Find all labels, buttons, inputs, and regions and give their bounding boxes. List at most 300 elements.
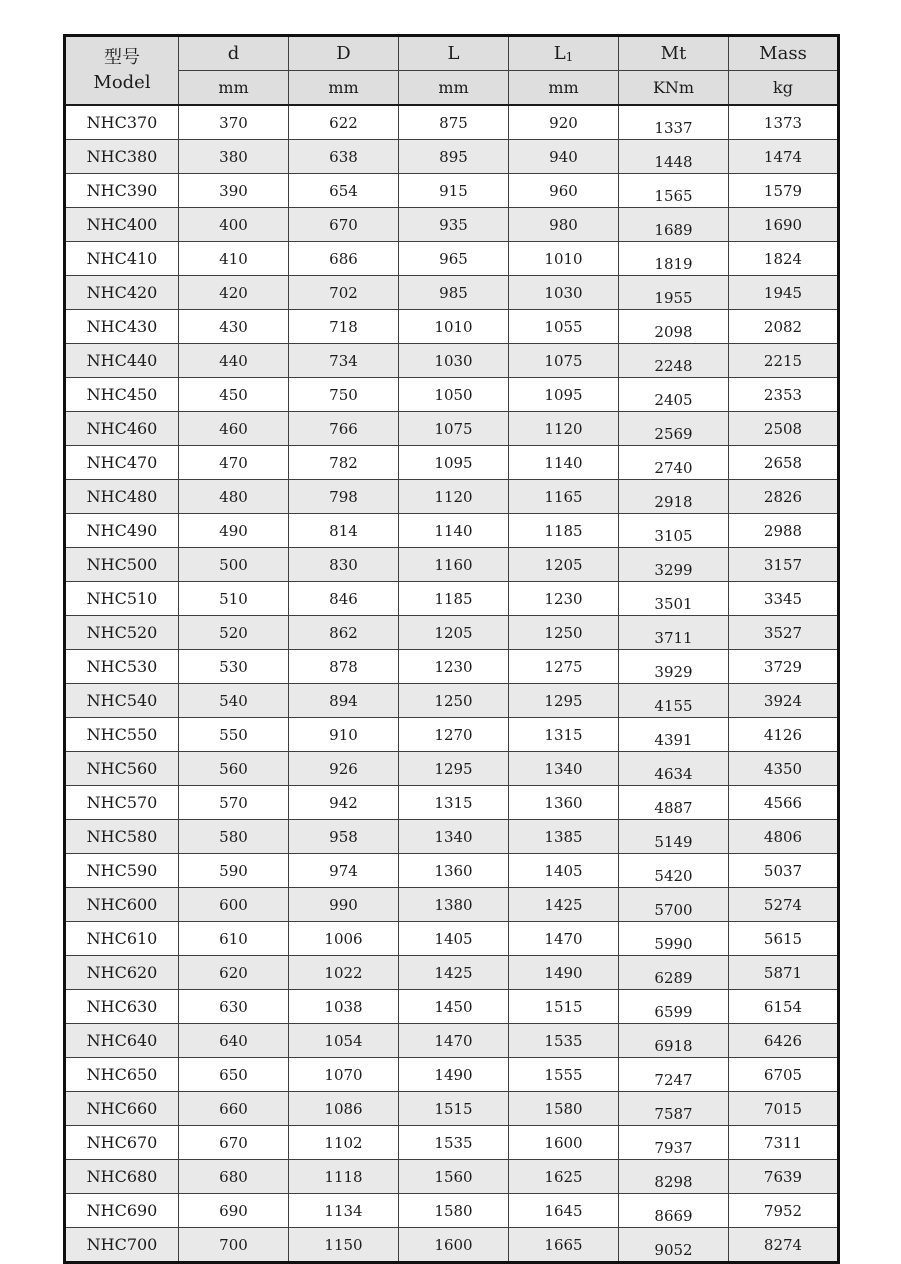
cell-Mt [619,1228,729,1263]
cell-d: 530 [179,650,289,684]
cell-L: 1490 [399,1058,509,1092]
cell-L1: 1625 [509,1160,619,1194]
model-header-en: Model [93,71,151,93]
cell-L: 1205 [399,616,509,650]
cell-D: 1054 [289,1024,399,1058]
cell-d: 550 [179,718,289,752]
cell-Mt [619,718,729,752]
unit-cell-d: mm [179,71,289,106]
cell-Mass: 1690 [729,208,839,242]
cell-Mass: 4566 [729,786,839,820]
cell-Mt [619,480,729,514]
header-unit-row [65,71,839,106]
cell-Mass: 5274 [729,888,839,922]
table-row [65,105,839,140]
cell-model: NHC460 [65,412,179,446]
cell-L1: 980 [509,208,619,242]
cell-Mt-value: 2569 [654,425,693,443]
cell-Mt [619,1058,729,1092]
cell-D: 670 [289,208,399,242]
cell-Mt-value: 4391 [654,731,693,749]
table-row [65,1092,839,1126]
cell-Mt-value: 8669 [654,1207,693,1225]
cell-Mass: 7015 [729,1092,839,1126]
cell-L1: 1165 [509,480,619,514]
cell-Mass: 4126 [729,718,839,752]
cell-Mt [619,922,729,956]
header-cell-L [399,36,509,71]
unit-cell-L1: mm [509,71,619,106]
cell-model: NHC380 [65,140,179,174]
cell-Mt [619,1160,729,1194]
cell-Mass: 4350 [729,752,839,786]
header-label-subscript: 1 [565,50,574,64]
cell-Mass: 7639 [729,1160,839,1194]
cell-L1: 1140 [509,446,619,480]
cell-Mass: 2826 [729,480,839,514]
cell-Mt-value: 5149 [654,833,693,851]
cell-Mt-value: 2740 [654,459,693,477]
table-row [65,956,839,990]
cell-L1: 1095 [509,378,619,412]
cell-model: NHC510 [65,582,179,616]
cell-D: 654 [289,174,399,208]
cell-Mt [619,242,729,276]
table-row [65,276,839,310]
cell-Mt [619,888,729,922]
cell-model: NHC520 [65,616,179,650]
cell-d: 440 [179,344,289,378]
cell-L1: 1230 [509,582,619,616]
cell-Mt-value: 1689 [654,221,693,239]
unit-cell-D: mm [289,71,399,106]
cell-Mt-value: 9052 [654,1241,693,1259]
table-row [65,752,839,786]
cell-Mt-value: 8298 [654,1173,693,1191]
cell-model: NHC680 [65,1160,179,1194]
cell-model: NHC390 [65,174,179,208]
cell-L1: 1075 [509,344,619,378]
table-row [65,344,839,378]
header-cell-Mt [619,36,729,71]
table-row [65,174,839,208]
cell-Mt-value: 7247 [654,1071,693,1089]
cell-L: 1160 [399,548,509,582]
cell-L1: 1645 [509,1194,619,1228]
spec-table [63,34,840,1264]
cell-D: 1102 [289,1126,399,1160]
cell-D: 1022 [289,956,399,990]
cell-D: 798 [289,480,399,514]
table-row [65,208,839,242]
cell-Mass: 2988 [729,514,839,548]
header-title-row [65,36,839,71]
table-row [65,922,839,956]
cell-Mt [619,582,729,616]
cell-Mt-value: 6599 [654,1003,693,1021]
cell-Mt [619,820,729,854]
header-cell-model [65,36,179,106]
cell-L: 1250 [399,684,509,718]
cell-model: NHC410 [65,242,179,276]
cell-L1: 1205 [509,548,619,582]
cell-d: 670 [179,1126,289,1160]
cell-Mass: 1373 [729,105,839,140]
cell-L: 985 [399,276,509,310]
cell-Mt-value: 1337 [654,119,693,137]
cell-D: 910 [289,718,399,752]
cell-model: NHC480 [65,480,179,514]
cell-Mt-value: 7587 [654,1105,693,1123]
table-row [65,480,839,514]
table-row [65,242,839,276]
cell-L: 1425 [399,956,509,990]
cell-model: NHC590 [65,854,179,888]
cell-model: NHC490 [65,514,179,548]
cell-Mt [619,446,729,480]
cell-L: 1295 [399,752,509,786]
cell-D: 814 [289,514,399,548]
cell-L1: 1535 [509,1024,619,1058]
table-row [65,412,839,446]
cell-L1: 1185 [509,514,619,548]
cell-model: NHC630 [65,990,179,1024]
table-row [65,1194,839,1228]
cell-d: 370 [179,105,289,140]
cell-Mt [619,105,729,140]
header-label: Mt [660,43,687,64]
cell-d: 570 [179,786,289,820]
cell-model: NHC610 [65,922,179,956]
cell-Mass: 7311 [729,1126,839,1160]
cell-Mass: 2353 [729,378,839,412]
cell-Mt-value: 7937 [654,1139,693,1157]
cell-L1: 1600 [509,1126,619,1160]
cell-d: 460 [179,412,289,446]
cell-L1: 1470 [509,922,619,956]
cell-d: 390 [179,174,289,208]
cell-L: 1560 [399,1160,509,1194]
table-row [65,1126,839,1160]
cell-L: 915 [399,174,509,208]
cell-Mt-value: 3711 [654,629,693,647]
cell-L: 1405 [399,922,509,956]
cell-Mass: 3924 [729,684,839,718]
cell-d: 520 [179,616,289,650]
cell-L1: 1405 [509,854,619,888]
cell-L: 1095 [399,446,509,480]
cell-Mt [619,276,729,310]
table-row [65,888,839,922]
cell-Mt-value: 2405 [654,391,693,409]
table-row [65,582,839,616]
cell-D: 782 [289,446,399,480]
cell-model: NHC500 [65,548,179,582]
cell-model: NHC450 [65,378,179,412]
cell-L1: 920 [509,105,619,140]
cell-Mt-value: 3501 [654,595,693,613]
cell-Mt [619,378,729,412]
header-label: L [553,43,566,64]
cell-L: 1120 [399,480,509,514]
cell-d: 500 [179,548,289,582]
cell-Mt-value: 1565 [654,187,693,205]
cell-Mass: 2082 [729,310,839,344]
cell-d: 480 [179,480,289,514]
cell-L1: 1315 [509,718,619,752]
cell-Mass: 1945 [729,276,839,310]
cell-D: 766 [289,412,399,446]
cell-L: 1360 [399,854,509,888]
table-row [65,140,839,174]
cell-L: 895 [399,140,509,174]
table-row [65,446,839,480]
cell-L1: 1055 [509,310,619,344]
cell-Mt [619,344,729,378]
cell-Mt [619,616,729,650]
cell-Mt [619,684,729,718]
cell-D: 862 [289,616,399,650]
cell-D: 926 [289,752,399,786]
cell-Mt-value: 6918 [654,1037,693,1055]
cell-L1: 1250 [509,616,619,650]
header-cell-D [289,36,399,71]
header-label: Mass [759,43,807,64]
cell-model: NHC440 [65,344,179,378]
cell-Mt-value: 4634 [654,765,693,783]
cell-Mt [619,956,729,990]
cell-L1: 1010 [509,242,619,276]
table-row [65,1160,839,1194]
cell-D: 958 [289,820,399,854]
cell-D: 1118 [289,1160,399,1194]
cell-d: 420 [179,276,289,310]
cell-Mt [619,1024,729,1058]
cell-Mt [619,854,729,888]
cell-Mt-value: 1955 [654,289,693,307]
cell-Mt [619,548,729,582]
cell-Mass: 6705 [729,1058,839,1092]
cell-L: 1010 [399,310,509,344]
table-row [65,1024,839,1058]
cell-D: 638 [289,140,399,174]
cell-model: NHC620 [65,956,179,990]
cell-Mass: 1474 [729,140,839,174]
table-header [65,36,839,106]
cell-Mt [619,752,729,786]
cell-model: NHC540 [65,684,179,718]
cell-Mt [619,650,729,684]
cell-D: 702 [289,276,399,310]
cell-L: 1140 [399,514,509,548]
header-cell-Mass [729,36,839,71]
cell-L: 965 [399,242,509,276]
table-row [65,378,839,412]
table-body [65,105,839,1263]
cell-Mt-value: 5990 [654,935,693,953]
cell-L: 1315 [399,786,509,820]
cell-d: 690 [179,1194,289,1228]
cell-d: 610 [179,922,289,956]
cell-d: 590 [179,854,289,888]
cell-L: 1380 [399,888,509,922]
cell-Mass: 1579 [729,174,839,208]
cell-D: 622 [289,105,399,140]
cell-Mt-value: 4887 [654,799,693,817]
table-row [65,1228,839,1263]
cell-model: NHC560 [65,752,179,786]
cell-Mt [619,174,729,208]
cell-Mt [619,140,729,174]
cell-L1: 1425 [509,888,619,922]
cell-L1: 1360 [509,786,619,820]
cell-Mt [619,1126,729,1160]
cell-D: 1134 [289,1194,399,1228]
cell-Mt-value: 6289 [654,969,693,987]
cell-L1: 1515 [509,990,619,1024]
cell-d: 700 [179,1228,289,1263]
cell-d: 400 [179,208,289,242]
cell-Mass: 6426 [729,1024,839,1058]
table-row [65,854,839,888]
cell-Mass: 2215 [729,344,839,378]
cell-D: 1006 [289,922,399,956]
unit-cell-Mt: KNm [619,71,729,106]
table-row [65,684,839,718]
cell-L1: 1665 [509,1228,619,1263]
cell-L: 1450 [399,990,509,1024]
cell-L: 875 [399,105,509,140]
cell-D: 846 [289,582,399,616]
cell-Mt [619,1194,729,1228]
cell-Mass: 3729 [729,650,839,684]
cell-Mass: 2658 [729,446,839,480]
unit-cell-L: mm [399,71,509,106]
cell-L1: 1490 [509,956,619,990]
unit-cell-Mass: kg [729,71,839,106]
cell-d: 410 [179,242,289,276]
cell-L1: 1340 [509,752,619,786]
cell-L: 1075 [399,412,509,446]
cell-D: 942 [289,786,399,820]
cell-Mt-value: 4155 [654,697,693,715]
cell-L1: 1120 [509,412,619,446]
cell-model: NHC370 [65,105,179,140]
cell-Mass: 2508 [729,412,839,446]
cell-L: 1340 [399,820,509,854]
table-row [65,990,839,1024]
table-row [65,514,839,548]
cell-d: 630 [179,990,289,1024]
cell-D: 734 [289,344,399,378]
cell-D: 1086 [289,1092,399,1126]
cell-L1: 1030 [509,276,619,310]
cell-model: NHC550 [65,718,179,752]
cell-Mass: 5615 [729,922,839,956]
cell-Mass: 7952 [729,1194,839,1228]
cell-model: NHC600 [65,888,179,922]
table-row [65,718,839,752]
cell-model: NHC650 [65,1058,179,1092]
cell-L: 935 [399,208,509,242]
cell-d: 430 [179,310,289,344]
table-row [65,616,839,650]
cell-Mt-value: 1819 [654,255,693,273]
cell-model: NHC430 [65,310,179,344]
cell-model: NHC700 [65,1228,179,1263]
cell-Mass: 6154 [729,990,839,1024]
cell-d: 660 [179,1092,289,1126]
cell-d: 680 [179,1160,289,1194]
cell-Mt [619,310,729,344]
table-row [65,548,839,582]
cell-Mt [619,514,729,548]
cell-Mt-value: 5420 [654,867,693,885]
cell-Mass: 5871 [729,956,839,990]
cell-L: 1270 [399,718,509,752]
cell-d: 640 [179,1024,289,1058]
cell-model: NHC420 [65,276,179,310]
cell-Mt [619,412,729,446]
cell-model: NHC470 [65,446,179,480]
cell-model: NHC570 [65,786,179,820]
cell-model: NHC640 [65,1024,179,1058]
cell-D: 1038 [289,990,399,1024]
cell-D: 718 [289,310,399,344]
cell-L1: 1275 [509,650,619,684]
cell-L: 1470 [399,1024,509,1058]
cell-Mt-value: 2248 [654,357,693,375]
cell-L: 1515 [399,1092,509,1126]
cell-model: NHC400 [65,208,179,242]
header-cell-L1 [509,36,619,71]
cell-Mass: 1824 [729,242,839,276]
cell-d: 510 [179,582,289,616]
cell-Mt [619,1092,729,1126]
cell-Mt-value: 2098 [654,323,693,341]
cell-L1: 960 [509,174,619,208]
spec-table-container [63,34,840,1264]
header-cell-d [179,36,289,71]
cell-Mt [619,786,729,820]
cell-d: 560 [179,752,289,786]
cell-L: 1580 [399,1194,509,1228]
cell-L1: 940 [509,140,619,174]
cell-L: 1050 [399,378,509,412]
cell-d: 620 [179,956,289,990]
table-row [65,650,839,684]
cell-Mass: 5037 [729,854,839,888]
cell-D: 686 [289,242,399,276]
cell-Mt-value: 3105 [654,527,693,545]
cell-Mt-value: 2918 [654,493,693,511]
cell-L1: 1580 [509,1092,619,1126]
cell-model: NHC580 [65,820,179,854]
cell-Mt-value: 3929 [654,663,693,681]
header-label: D [336,43,351,64]
cell-L1: 1385 [509,820,619,854]
cell-D: 1150 [289,1228,399,1263]
cell-Mt-value: 5700 [654,901,693,919]
cell-L: 1535 [399,1126,509,1160]
cell-D: 750 [289,378,399,412]
cell-D: 830 [289,548,399,582]
cell-L: 1600 [399,1228,509,1263]
cell-d: 600 [179,888,289,922]
cell-d: 650 [179,1058,289,1092]
table-row [65,310,839,344]
cell-model: NHC530 [65,650,179,684]
